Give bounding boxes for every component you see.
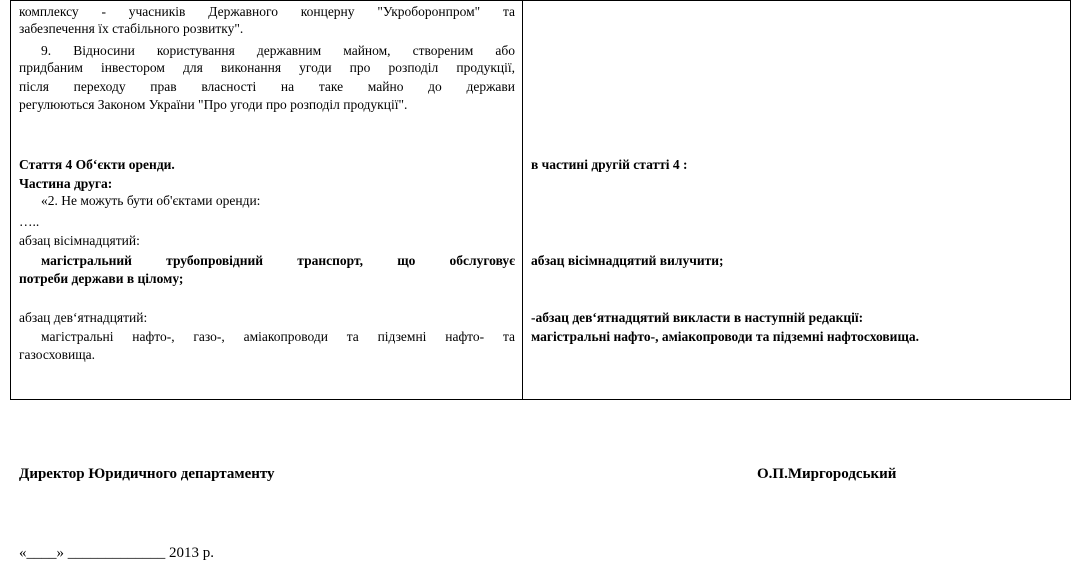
text-line: регулюються Законом України "Про угоди про розподіл продукції". [19,97,408,112]
text-line: забезпечення їх стабільного розвитку". [19,21,244,36]
quote-start: «2. Не можуть бути об'єктами оренди: [41,193,261,208]
ellipsis: ….. [19,214,40,229]
para19-text-line: газосховища. [19,347,96,362]
text-line: 9. Відносини користування державним майном, створеним або [41,43,515,58]
text-line: придбаним інвестором для виконання угоди про розподіл продукції, [19,60,515,75]
signatory-name: О.П.Миргородський [757,466,897,482]
text-line: після переходу прав власності на таке майно до держави [19,79,515,94]
amendment-comparison-table [10,0,1071,400]
para19-new-text: магістральні нафто-, аміакопроводи та підземні нафтосховища. [531,329,919,344]
para19-text-line: магістральні нафто-, газо-, аміакопроводи та підземні нафто- та [41,329,515,344]
part-reference: в частині другій статті 4 : [531,157,688,172]
date-line: «____» _____________ 2013 р. [19,545,214,561]
para18-text-line: потреби держави в цілому; [19,271,184,286]
para18-label: абзац вісімнадцятий: [19,233,140,248]
para18-text-line: магістральний трубопровідний транспорт, що обслуговує [41,253,515,268]
proposed-changes-column [523,1,1071,399]
para18-action: абзац вісімнадцятий вилучити; [531,253,724,268]
signatory-position: Директор Юридичного департаменту [19,466,275,482]
current-text-column [11,1,523,399]
para19-label: абзац дев‘ятнадцятий: [19,310,148,325]
para19-action: -абзац дев‘ятнадцятий викласти в наступній редакції: [531,310,864,325]
text-line: комплексу - учасників Державного концерну "Укроборонпром" та [19,4,515,19]
article-title: Стаття 4 Об‘єкти оренди. [19,157,175,172]
part-title: Частина друга: [19,176,113,191]
